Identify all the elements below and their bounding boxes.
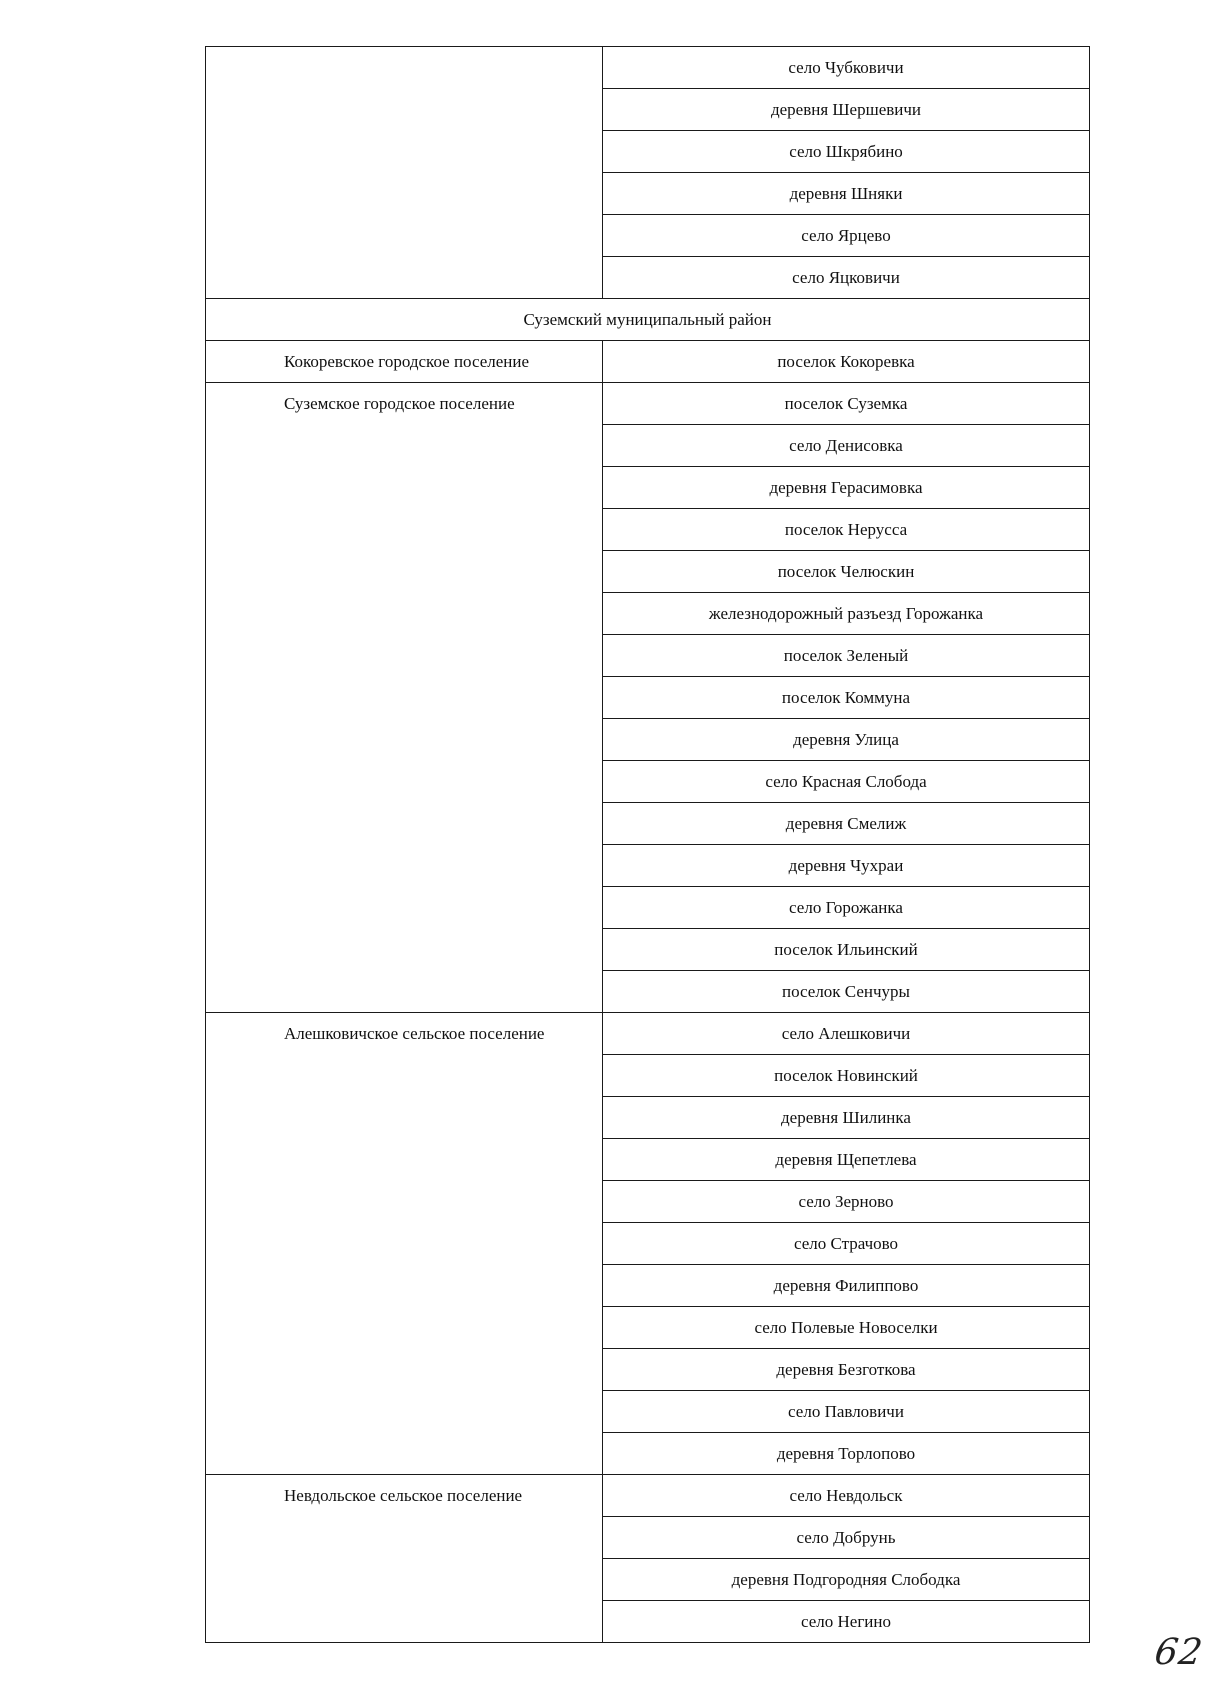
municipality-cell-continued (206, 47, 603, 299)
settlement-cell: село Денисовка (603, 425, 1090, 467)
settlement-cell: село Негино (603, 1601, 1090, 1643)
settlement-cell: село Чубковичи (603, 47, 1090, 89)
settlement-cell: деревня Филиппово (603, 1265, 1090, 1307)
settlement-cell: деревня Торлопово (603, 1433, 1090, 1475)
settlement-cell: поселок Ильинский (603, 929, 1090, 971)
district-row (206, 299, 1090, 341)
municipality-name: Суземское городское поселение (206, 383, 603, 1013)
table-row (206, 383, 1090, 425)
settlement-cell: деревня Безготкова (603, 1349, 1090, 1391)
settlement-cell: поселок Зеленый (603, 635, 1090, 677)
table-row (206, 1013, 1090, 1055)
page-number: 62 (1152, 1632, 1206, 1673)
municipality-name: Кокоревское городское поселение (206, 341, 603, 383)
settlements-table (205, 46, 1090, 1643)
settlement-cell: село Полевые Новоселки (603, 1307, 1090, 1349)
settlement-cell: село Невдольск (603, 1475, 1090, 1517)
settlement-cell: село Павловичи (603, 1391, 1090, 1433)
settlement-cell: поселок Суземка (603, 383, 1090, 425)
settlement-cell: деревня Шилинка (603, 1097, 1090, 1139)
settlement-cell: деревня Подгородняя Слободка (603, 1559, 1090, 1601)
settlement-cell: поселок Сенчуры (603, 971, 1090, 1013)
settlement-cell: поселок Нерусса (603, 509, 1090, 551)
settlement-cell: село Шкрябино (603, 131, 1090, 173)
settlement-cell: поселок Новинский (603, 1055, 1090, 1097)
settlement-cell: поселок Коммуна (603, 677, 1090, 719)
settlement-cell: деревня Смелиж (603, 803, 1090, 845)
municipality-name: Алешковичское сельское поселение (206, 1013, 603, 1475)
settlements-table-body (206, 47, 1090, 1643)
settlement-cell: поселок Кокоревка (603, 341, 1090, 383)
settlement-cell: село Яцковичи (603, 257, 1090, 299)
district-title: Суземский муниципальный район (206, 299, 1090, 341)
settlement-cell: село Страчово (603, 1223, 1090, 1265)
table-row (206, 47, 1090, 89)
settlement-cell: село Горожанка (603, 887, 1090, 929)
table-row (206, 341, 1090, 383)
settlement-cell: село Красная Слобода (603, 761, 1090, 803)
settlement-cell: село Зерново (603, 1181, 1090, 1223)
settlement-cell: село Добрунь (603, 1517, 1090, 1559)
settlement-cell: деревня Чухраи (603, 845, 1090, 887)
settlement-cell: село Алешковичи (603, 1013, 1090, 1055)
municipality-name: Невдольское сельское поселение (206, 1475, 603, 1643)
settlement-cell: поселок Челюскин (603, 551, 1090, 593)
settlement-cell: деревня Щепетлева (603, 1139, 1090, 1181)
settlement-cell: деревня Герасимовка (603, 467, 1090, 509)
table-row (206, 1475, 1090, 1517)
settlement-cell: село Ярцево (603, 215, 1090, 257)
settlement-cell: железнодорожный разъезд Горожанка (603, 593, 1090, 635)
settlement-cell: деревня Шняки (603, 173, 1090, 215)
settlement-cell: деревня Улица (603, 719, 1090, 761)
settlement-cell: деревня Шершевичи (603, 89, 1090, 131)
